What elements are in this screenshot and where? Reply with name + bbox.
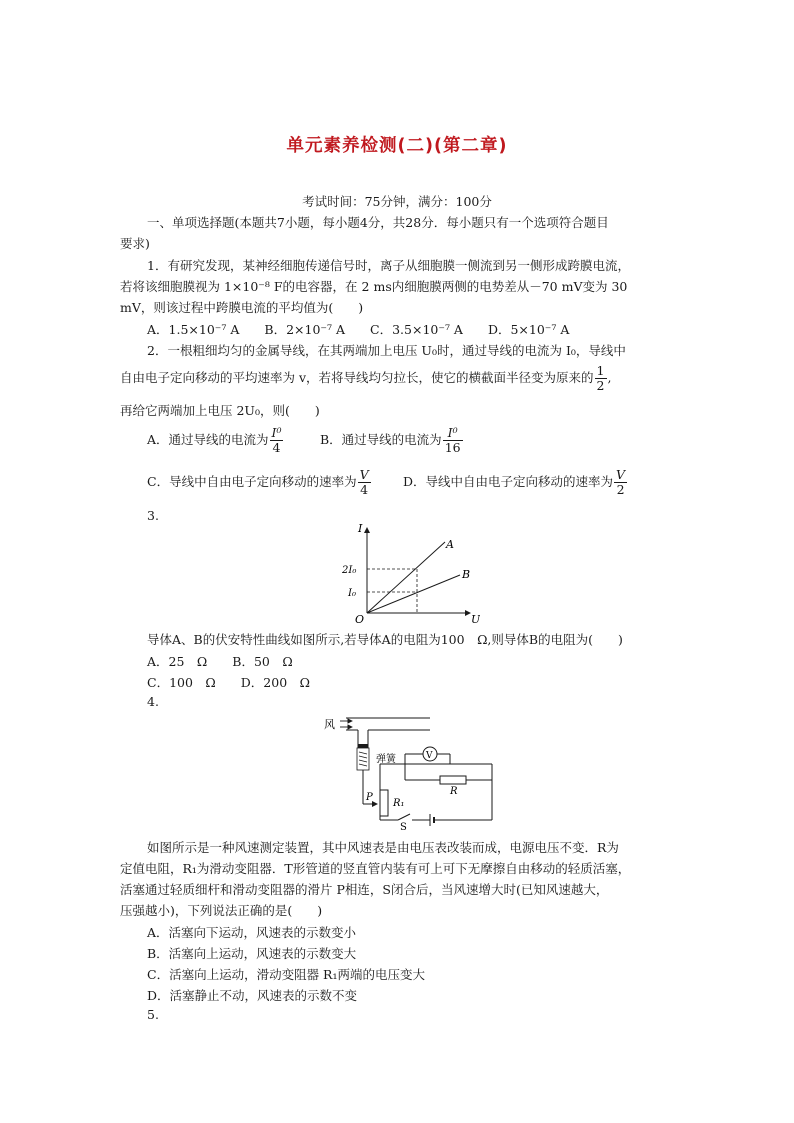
q4-stem-line3: 活塞通过轻质细杆和滑动变阻器的滑片 P相连，S闭合后，当风速增大时(已知风速越大，: [120, 882, 609, 897]
q4-option-d: D．活塞静止不动，风速表的示数不变: [147, 988, 358, 1003]
q2-option-c: C．导线中自由电子定向移动的速率为 $\frac{V}{4}$: [147, 467, 369, 497]
q3-options-row2: C．100 Ω D．200 Ω: [147, 675, 311, 690]
graph-i0-label: I₀: [348, 588, 356, 599]
graph-x-label: U: [471, 613, 480, 625]
graph-2i0-label: 2I₀: [342, 565, 357, 576]
wind-label: 风: [324, 718, 335, 731]
wind-speed-device-figure: [320, 708, 500, 830]
q2-line1: 2．一根粗细均匀的金属导线，在其两端加上电压 U₀时，通过导线的电流为 I₀，导线中: [147, 343, 626, 358]
switch-label: S: [400, 822, 407, 830]
page-title: 单元素养检测(二)(第二章): [286, 136, 508, 156]
q4-option-b: B．活塞向上运动，风速表的示数变大: [147, 946, 357, 961]
q2-line2-text: 自由电子定向移动的平均速率为 v，若将导线均匀拉长，使它的横截面半径变为原来的: [120, 370, 594, 385]
q4-stem-line2: 定值电阻，R₁为滑动变阻器．T形管道的竖直管内装有可上可下无摩擦自由移动的轻质活塞，: [120, 861, 631, 876]
q3-number: 3.: [147, 508, 159, 523]
q2-line3: 再给它两端加上电压 2U₀，则( ): [120, 403, 320, 418]
resistor-r: [440, 776, 466, 784]
piston: [358, 744, 368, 748]
q1-line2: 若将该细胞膜视为 1×10⁻⁸ F的电容器，在 2 ms内细胞膜两侧的电势差从－70 mV变为 30: [120, 279, 628, 294]
section-heading-line1: 一、单项选择题(本题共7小题，每小题4分，共28分．每小题只有一个选项符合题目: [147, 215, 609, 230]
graph-line-b-label: B: [462, 568, 471, 581]
q2-half-fraction: $\frac{1}{2}$: [596, 363, 605, 393]
graph-y-label: I: [358, 522, 363, 535]
q2-option-d-fraction: $\frac{V}{2}$: [616, 467, 626, 497]
line-b: [367, 575, 460, 613]
rheostat-label: R₁: [393, 798, 405, 809]
slider-label: P: [366, 792, 373, 803]
q5-number: 5.: [147, 1007, 159, 1022]
q2-option-c-fraction: $\frac{V}{4}$: [359, 467, 369, 497]
voltmeter-label: V: [426, 751, 433, 761]
q1-line1: 1．有研究发现，某神经细胞传递信号时，离子从细胞膜一侧流到另一侧形成跨膜电流，: [147, 258, 630, 273]
q2-option-a: A．通过导线的电流为 $\frac{\text{I⁰}}{4}$: [147, 425, 282, 455]
q2-option-b: B．通过导线的电流为 $\frac{\text{I⁰}}{16}$: [320, 425, 461, 455]
q4-number: 4.: [147, 694, 159, 709]
exam-info: 考试时间：75分钟，满分：100分: [302, 194, 492, 209]
q4-stem-line1: 如图所示是一种风速测定装置，其中风速表是由电压表改装而成，电源电压不变．R为: [147, 840, 619, 855]
spring-label: 弹簧: [376, 754, 396, 765]
q4-stem-line4: 压强越小)，下列说法正确的是( ): [120, 903, 323, 918]
spring: [359, 752, 367, 766]
switch-s: [398, 814, 410, 820]
q1-line3: mV，则该过程中跨膜电流的平均值为( ): [120, 300, 364, 315]
q1-options: A．1.5×10⁻⁷ A B．2×10⁻⁷ A C．3.5×10⁻⁷ A D．5×10⁻⁷ A: [147, 322, 570, 337]
q2-option-d: D．导线中自由电子定向移动的速率为 $\frac{V}{2}$: [403, 467, 626, 497]
graph-origin-label: O: [355, 613, 365, 625]
q3-stem: 导体A、B的伏安特性曲线如图所示,若导体A的电阻为100 Ω,则导体B的电阻为( ): [147, 632, 623, 647]
line-a: [367, 542, 445, 613]
q2-line2: 自由电子定向移动的平均速率为 v，若将导线均匀拉长，使它的横截面半径变为原来的 $\frac{1}{2}$ ,: [120, 363, 612, 393]
graph-line-a-label: A: [446, 538, 454, 551]
q2-option-b-fraction: $\frac{\text{I⁰}}{16}$: [444, 425, 461, 455]
q4-option-c: C．活塞向上运动，滑动变阻器 R₁两端的电压变大: [147, 967, 425, 982]
q2-option-a-fraction: $\frac{\text{I⁰}}{4}$: [271, 425, 282, 455]
section-heading-line2: 要求): [120, 236, 150, 251]
iv-characteristic-graph: [340, 520, 480, 625]
q4-option-a: A．活塞向下运动，风速表的示数变小: [147, 925, 357, 940]
rheostat-r1: [380, 790, 388, 816]
q3-options-row1: A．25 Ω B．50 Ω: [147, 654, 293, 669]
resistor-r-label: R: [450, 786, 458, 797]
